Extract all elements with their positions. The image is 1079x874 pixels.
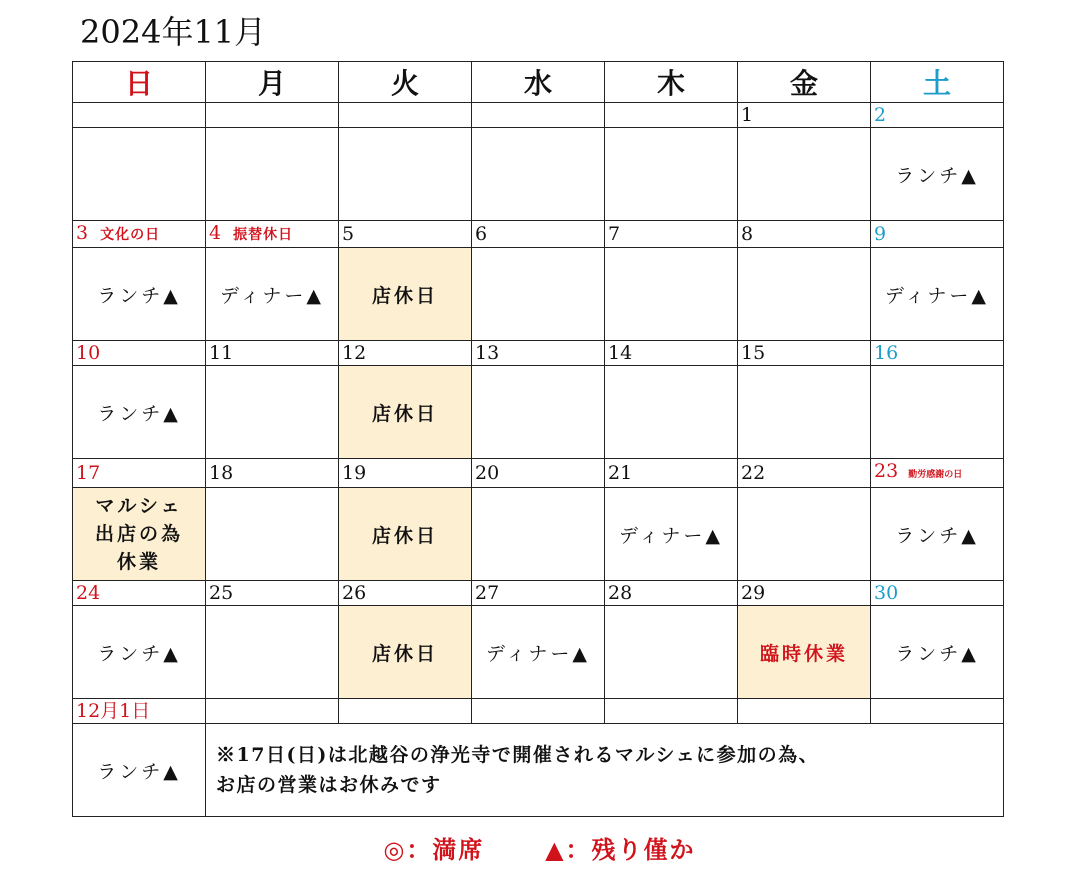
- closed-day-cell: 店休日: [339, 248, 472, 341]
- weekday-mon: 月: [206, 62, 339, 103]
- date-cell: 6: [472, 221, 605, 248]
- date-cell: 17: [73, 459, 206, 488]
- holiday-label: 振替休日: [233, 227, 294, 243]
- marche-line-3: 休業: [116, 551, 161, 573]
- date-cell: 19: [339, 459, 472, 488]
- calendar-title: 2024年11月: [80, 13, 267, 51]
- schedule-cell: ディナー▲: [206, 248, 339, 341]
- date-cell: 7: [605, 221, 738, 248]
- legend-few-left: ▲：残り僅か: [545, 835, 696, 864]
- date-cell: 11: [206, 341, 339, 366]
- date-cell: 5: [339, 221, 472, 248]
- schedule-cell: ランチ▲: [73, 248, 206, 341]
- schedule-row: [73, 248, 1004, 341]
- date-cell: 4 振替休日: [206, 221, 339, 248]
- date-cell: 2: [871, 103, 1004, 128]
- schedule-cell: [472, 128, 605, 221]
- date-cell: [206, 103, 339, 128]
- date-row: [73, 459, 1004, 488]
- date-row: [73, 221, 1004, 248]
- legend-full: ◎：満席: [383, 835, 485, 864]
- date-row: [73, 581, 1004, 606]
- weekday-header-row: [73, 62, 1004, 103]
- closed-day-cell: 店休日: [339, 366, 472, 459]
- date-cell: 30: [871, 581, 1004, 606]
- notice-line-2: お店の営業はお休みです: [216, 774, 442, 796]
- date-cell: 23 勤労感謝の日: [871, 459, 1004, 488]
- schedule-cell: [206, 128, 339, 221]
- marche-line-2: 出店の為: [94, 523, 183, 545]
- schedule-cell: [605, 366, 738, 459]
- legend: [0, 830, 1079, 865]
- schedule-cell: [73, 128, 206, 221]
- marche-closed-cell: [73, 488, 206, 581]
- holiday-label: 文化の日: [100, 227, 161, 243]
- date-cell: 25: [206, 581, 339, 606]
- date-cell: 12: [339, 341, 472, 366]
- schedule-cell: ディナー▲: [605, 488, 738, 581]
- date-cell: 15: [738, 341, 871, 366]
- date-row: [73, 103, 1004, 128]
- schedule-cell: ランチ▲: [871, 606, 1004, 699]
- schedule-row: [73, 606, 1004, 699]
- schedule-row: [73, 128, 1004, 221]
- date-cell: [472, 103, 605, 128]
- date-cell: [605, 103, 738, 128]
- schedule-row: [73, 488, 1004, 581]
- schedule-cell: [206, 606, 339, 699]
- schedule-cell: ランチ▲: [871, 128, 1004, 221]
- date-cell: [73, 103, 206, 128]
- date-row: [73, 699, 1004, 724]
- schedule-cell: [472, 248, 605, 341]
- date-cell: 22: [738, 459, 871, 488]
- weekday-sat: 土: [871, 62, 1004, 103]
- date-cell: 3 文化の日: [73, 221, 206, 248]
- weekday-thu: 木: [605, 62, 738, 103]
- notice-text: [206, 724, 1004, 817]
- schedule-cell: ディナー▲: [472, 606, 605, 699]
- date-cell: 14: [605, 341, 738, 366]
- schedule-cell: [472, 488, 605, 581]
- schedule-row: [73, 366, 1004, 459]
- date-cell: 18: [206, 459, 339, 488]
- date-cell: [339, 103, 472, 128]
- weekday-fri: 金: [738, 62, 871, 103]
- schedule-cell: ディナー▲: [871, 248, 1004, 341]
- schedule-cell: [605, 128, 738, 221]
- schedule-cell: ランチ▲: [73, 724, 206, 817]
- schedule-cell: [472, 366, 605, 459]
- date-cell: 8: [738, 221, 871, 248]
- temporary-closure-cell: 臨時休業: [738, 606, 871, 699]
- schedule-cell: [738, 248, 871, 341]
- date-cell: 1: [738, 103, 871, 128]
- date-cell: 21: [605, 459, 738, 488]
- notice-line-1: ※17日(日)は北越谷の浄光寺で開催されるマルシェに参加の為、: [216, 744, 820, 766]
- schedule-cell: [738, 488, 871, 581]
- schedule-cell: [738, 128, 871, 221]
- date-cell: 20: [472, 459, 605, 488]
- weekday-tue: 火: [339, 62, 472, 103]
- calendar-table: [72, 61, 1004, 817]
- date-cell: 9: [871, 221, 1004, 248]
- date-cell: 28: [605, 581, 738, 606]
- schedule-cell: [206, 366, 339, 459]
- schedule-cell: ランチ▲: [73, 366, 206, 459]
- schedule-cell: ランチ▲: [73, 606, 206, 699]
- closed-day-cell: 店休日: [339, 488, 472, 581]
- schedule-cell: [605, 248, 738, 341]
- schedule-cell: [738, 366, 871, 459]
- weekday-sun: 日: [73, 62, 206, 103]
- holiday-label: 勤労感謝の日: [908, 470, 963, 480]
- date-row: [73, 341, 1004, 366]
- date-cell: 16: [871, 341, 1004, 366]
- marche-line-1: マルシェ: [95, 495, 183, 517]
- date-cell: 27: [472, 581, 605, 606]
- schedule-row: [73, 724, 1004, 817]
- date-cell: 10: [73, 341, 206, 366]
- closed-day-cell: 店休日: [339, 606, 472, 699]
- date-cell: 29: [738, 581, 871, 606]
- weekday-wed: 水: [472, 62, 605, 103]
- schedule-cell: ランチ▲: [871, 488, 1004, 581]
- schedule-cell: [339, 128, 472, 221]
- schedule-cell: [871, 366, 1004, 459]
- date-cell: 12月1日: [73, 699, 206, 724]
- schedule-cell: [605, 606, 738, 699]
- date-cell: 24: [73, 581, 206, 606]
- schedule-cell: [206, 488, 339, 581]
- date-cell: 13: [472, 341, 605, 366]
- date-cell: 26: [339, 581, 472, 606]
